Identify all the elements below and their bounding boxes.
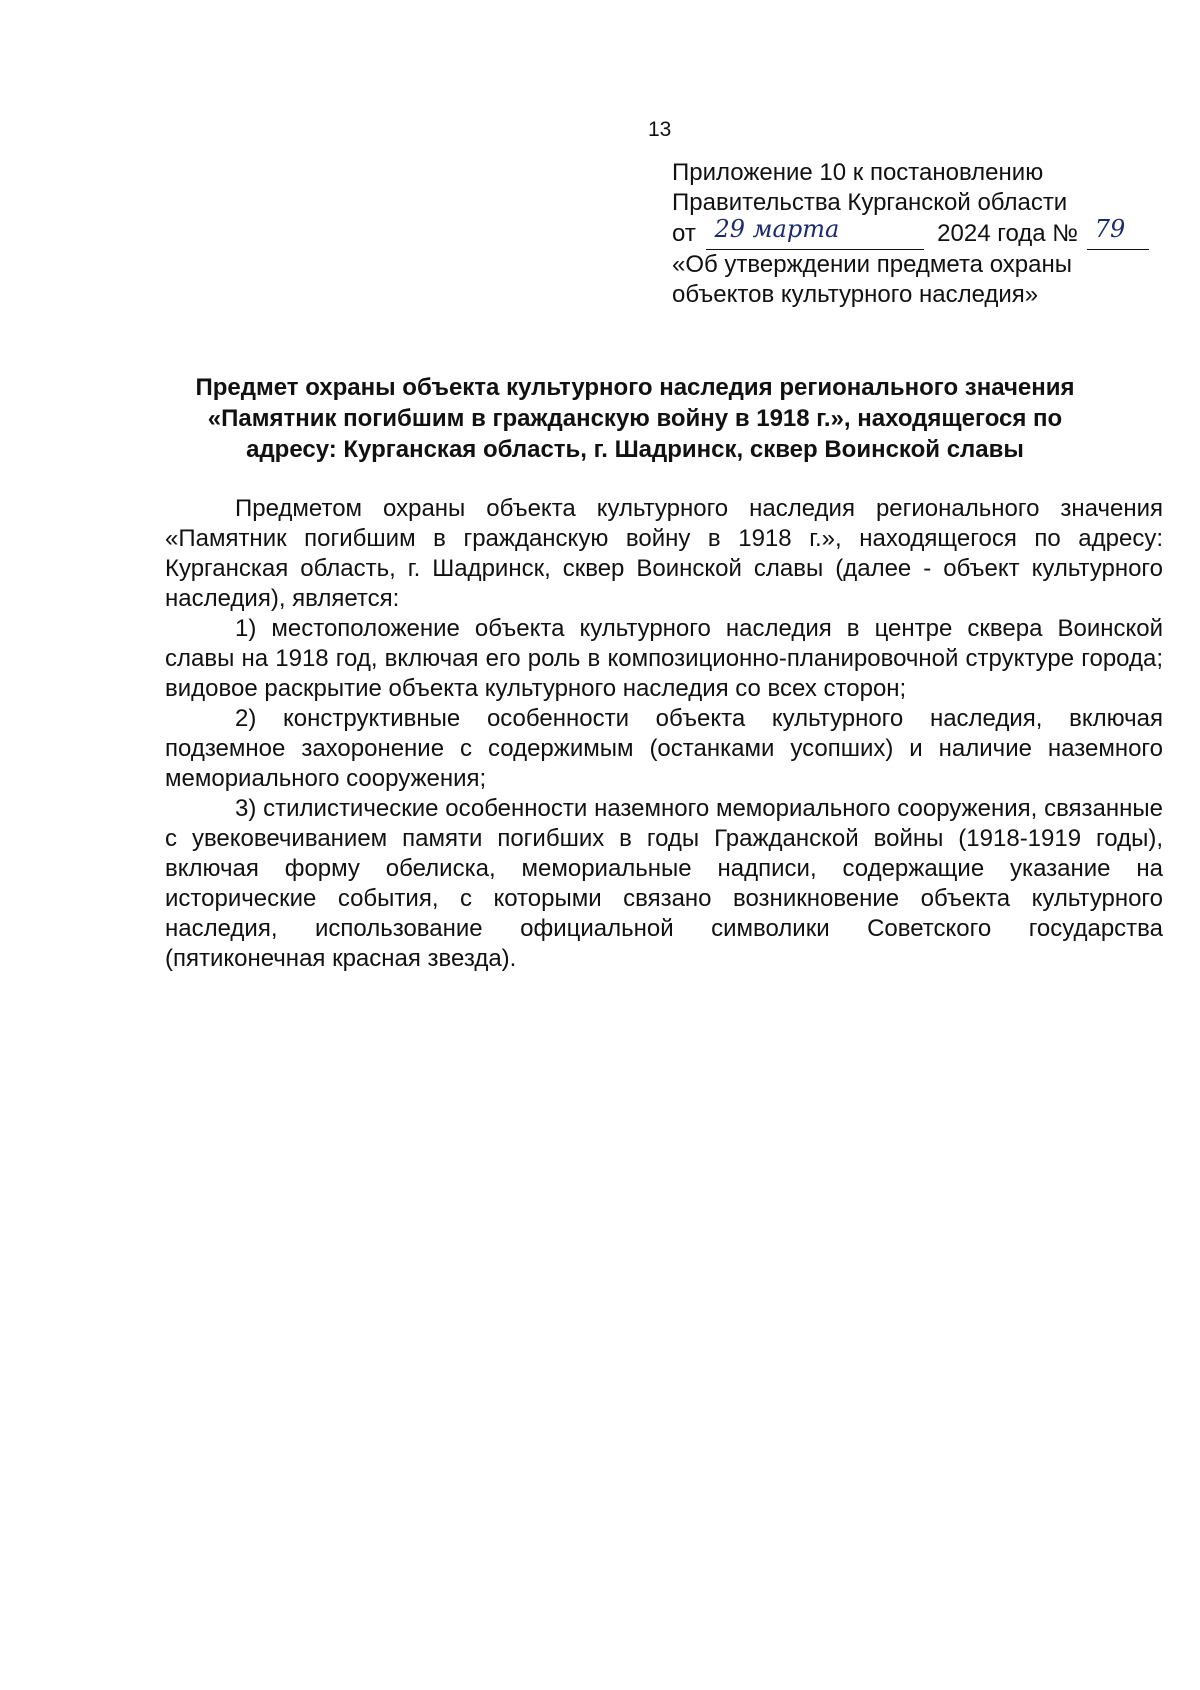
intro-paragraph: Предметом охраны объекта культурного наследия регионального значения «Памятник погибшим в гражданскую войну в 1918 г.», находящегося по адресу: Курганская область, г. Шадринск, сквер Воинской славы (далее - объект культурного наследия), является:: [165, 495, 1163, 612]
year-text: 2024 года №: [937, 220, 1079, 247]
handwritten-number: 79: [1094, 215, 1126, 243]
title-line-1: Предмет охраны объекта культурного наследия регионального значения: [195, 374, 1075, 401]
page-number: 13: [648, 118, 672, 141]
annex-header: [672, 158, 1142, 310]
list-item-1: 1) местоположение объекта культурного наследия в центре сквера Воинской славы на 1918 год, включая его роль в композиционно-планировочной структуре города; видовое раскрытие объекта культурного наследия со всех сторон;: [165, 615, 1163, 702]
title-line-2: «Памятник погибшим в гражданскую войну в 1918 г.», находящегося по: [207, 405, 1063, 432]
list-item-3: 3) стилистические особенности наземного мемориального сооружения, связанные с увековечиванием памяти погибших в годы Гражданской войны (1918-1919 годы), включая форму обелиска, мемориальные надписи, содержащие указание на исторические события, с которыми связано возникновение объекта культурного наследия, использование официальной символики Советского государства (пятиконечная красная звезда).: [165, 795, 1163, 972]
handwritten-number-field: [1087, 215, 1149, 250]
handwritten-date-field: [706, 215, 924, 250]
handwritten-date: 29 марта: [714, 215, 840, 243]
document-title: [150, 372, 1120, 465]
annex-line-1: Приложение 10 к постановлению: [672, 159, 1044, 186]
document-body: [165, 494, 1163, 974]
annex-line-2: Правительства Курганской области: [672, 189, 1068, 216]
date-prefix: от: [672, 220, 696, 247]
annex-line-4: «Об утверждении предмета охраны: [672, 251, 1072, 278]
title-line-3: адресу: Курганская область, г. Шадринск, сквер Воинской славы: [246, 436, 1024, 463]
annex-date-line: [672, 215, 1142, 250]
annex-line-5: объектов культурного наследия»: [672, 281, 1039, 308]
list-item-2: 2) конструктивные особенности объекта культурного наследия, включая подземное захоронение с содержимым (останками усопших) и наличие наземного мемориального сооружения;: [165, 705, 1163, 792]
